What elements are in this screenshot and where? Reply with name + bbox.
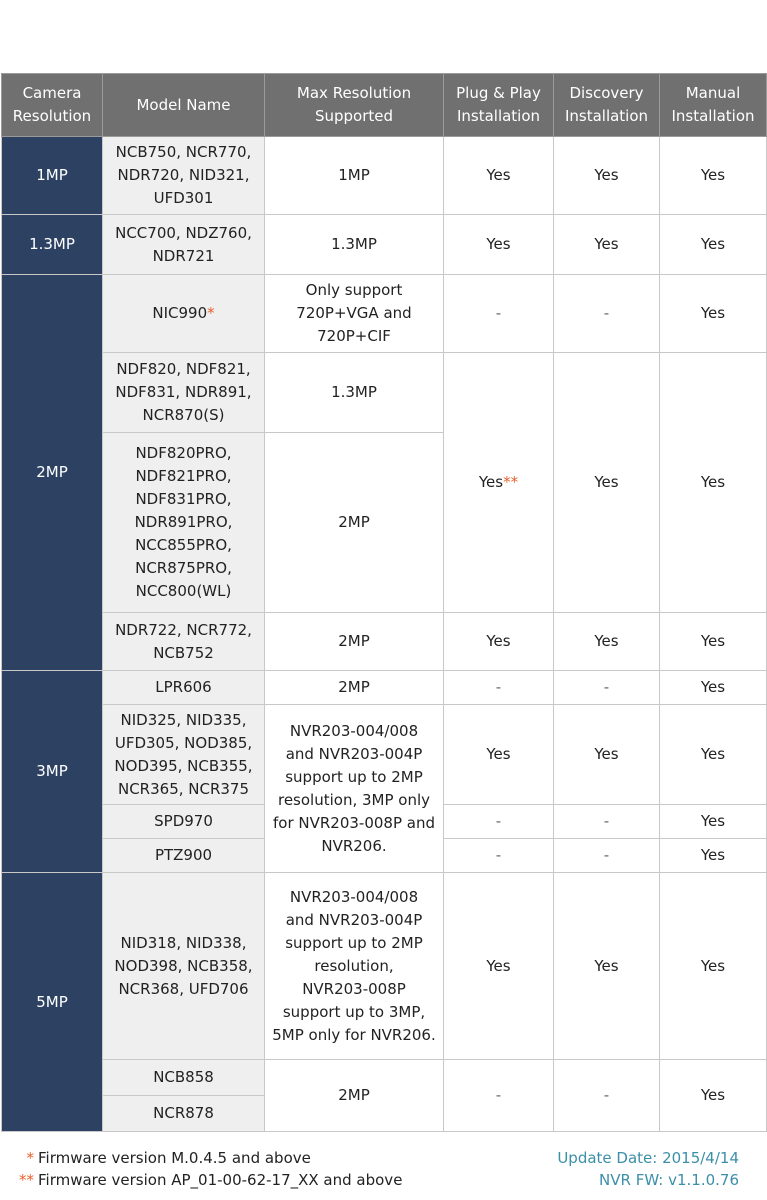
version-info	[557, 1147, 739, 1191]
camera-compatibility-table	[1, 73, 767, 1132]
discovery-cell: -	[554, 805, 660, 839]
header-discovery: Discovery Installation	[554, 74, 660, 137]
footnote-mark: **	[19, 1171, 34, 1189]
discovery-cell: Yes	[554, 705, 660, 805]
model-cell: PTZ900	[103, 839, 265, 873]
manual-cell: Yes	[660, 215, 767, 275]
model-cell: NDF820PRO, NDF821PRO, NDF831PRO, NDR891PRO, NCC855PRO, NCR875PRO, NCC800(WL)	[103, 433, 265, 613]
resolution-group-3mp: 3MP	[2, 671, 103, 873]
manual-cell: Yes	[660, 705, 767, 805]
manual-cell: Yes	[660, 613, 767, 671]
model-cell: NCB858	[103, 1060, 265, 1096]
header-manual: Manual Installation	[660, 74, 767, 137]
discovery-cell: -	[554, 275, 660, 353]
manual-cell: Yes	[660, 353, 767, 613]
table-row	[2, 215, 767, 275]
model-cell: LPR606	[103, 671, 265, 705]
header-plug-play: Plug & Play Installation	[444, 74, 554, 137]
footnote-2: ** Firmware version AP_01-00-62-17_XX and above	[14, 1169, 402, 1191]
plug-play-cell: Yes**	[444, 353, 554, 613]
discovery-cell: -	[554, 839, 660, 873]
max-resolution-cell: 1.3MP	[265, 215, 444, 275]
manual-cell: Yes	[660, 137, 767, 215]
table-row	[2, 613, 767, 671]
plug-play-cell: Yes	[444, 613, 554, 671]
table-row	[2, 873, 767, 1060]
manual-cell: Yes	[660, 839, 767, 873]
table-row	[2, 705, 767, 805]
footnote-mark: *	[26, 1149, 34, 1167]
footnote-1: * Firmware version M.0.4.5 and above	[14, 1147, 402, 1169]
plug-play-cell: -	[444, 839, 554, 873]
model-cell: NID325, NID335, UFD305, NOD385, NOD395, NCB355, NCR365, NCR375	[103, 705, 265, 805]
discovery-cell: -	[554, 1060, 660, 1132]
table-row	[2, 671, 767, 705]
model-cell: NDR722, NCR772, NCB752	[103, 613, 265, 671]
model-cell: SPD970	[103, 805, 265, 839]
max-resolution-cell: 1MP	[265, 137, 444, 215]
model-cell: NDF820, NDF821, NDF831, NDR891, NCR870(S)	[103, 353, 265, 433]
header-camera-resolution: Camera Resolution	[2, 74, 103, 137]
max-resolution-cell: 2MP	[265, 433, 444, 613]
max-resolution-cell: 2MP	[265, 1060, 444, 1132]
plug-play-cell: -	[444, 275, 554, 353]
max-resolution-cell: 1.3MP	[265, 353, 444, 433]
max-resolution-cell: 2MP	[265, 671, 444, 705]
max-resolution-cell: NVR203-004/008 and NVR203-004P support up to 2MP resolution, 3MP only for NVR203-008P and NVR206.	[265, 705, 444, 873]
model-cell: NID318, NID338, NOD398, NCB358, NCR368, UFD706	[103, 873, 265, 1060]
header-model-name: Model Name	[103, 74, 265, 137]
update-date: Update Date: 2015/4/14	[557, 1149, 739, 1167]
model-cell: NCC700, NDZ760, NDR721	[103, 215, 265, 275]
max-resolution-cell: NVR203-004/008 and NVR203-004P support up to 2MP resolution, NVR203-008P support up to 3MP, 5MP only for NVR206.	[265, 873, 444, 1060]
plug-play-cell: -	[444, 1060, 554, 1132]
model-cell: NIC990*	[103, 275, 265, 353]
header-row	[2, 74, 767, 137]
plug-play-cell: Yes	[444, 215, 554, 275]
max-resolution-cell: 2MP	[265, 613, 444, 671]
table-row	[2, 1060, 767, 1096]
manual-cell: Yes	[660, 275, 767, 353]
discovery-cell: Yes	[554, 613, 660, 671]
nvr-firmware: NVR FW: v1.1.0.76	[599, 1171, 739, 1189]
asterisk-mark: *	[207, 304, 215, 322]
plug-play-cell: -	[444, 671, 554, 705]
discovery-cell: Yes	[554, 137, 660, 215]
discovery-cell: Yes	[554, 215, 660, 275]
table-row	[2, 137, 767, 215]
discovery-cell: Yes	[554, 353, 660, 613]
footnotes	[14, 1147, 402, 1191]
max-resolution-cell: Only support 720P+VGA and 720P+CIF	[265, 275, 444, 353]
header-max-resolution: Max Resolution Supported	[265, 74, 444, 137]
model-cell: NCB750, NCR770, NDR720, NID321, UFD301	[103, 137, 265, 215]
manual-cell: Yes	[660, 873, 767, 1060]
table-row	[2, 353, 767, 433]
manual-cell: Yes	[660, 805, 767, 839]
manual-cell: Yes	[660, 671, 767, 705]
plug-play-cell: Yes	[444, 705, 554, 805]
resolution-group-1-3mp: 1.3MP	[2, 215, 103, 275]
resolution-group-2mp: 2MP	[2, 275, 103, 671]
discovery-cell: -	[554, 671, 660, 705]
plug-play-cell: Yes	[444, 873, 554, 1060]
resolution-group-1mp: 1MP	[2, 137, 103, 215]
double-asterisk-mark: **	[503, 473, 519, 491]
plug-play-cell: Yes	[444, 137, 554, 215]
resolution-group-5mp: 5MP	[2, 873, 103, 1132]
discovery-cell: Yes	[554, 873, 660, 1060]
plug-play-cell: -	[444, 805, 554, 839]
manual-cell: Yes	[660, 1060, 767, 1132]
model-cell: NCR878	[103, 1096, 265, 1132]
table-row	[2, 275, 767, 353]
